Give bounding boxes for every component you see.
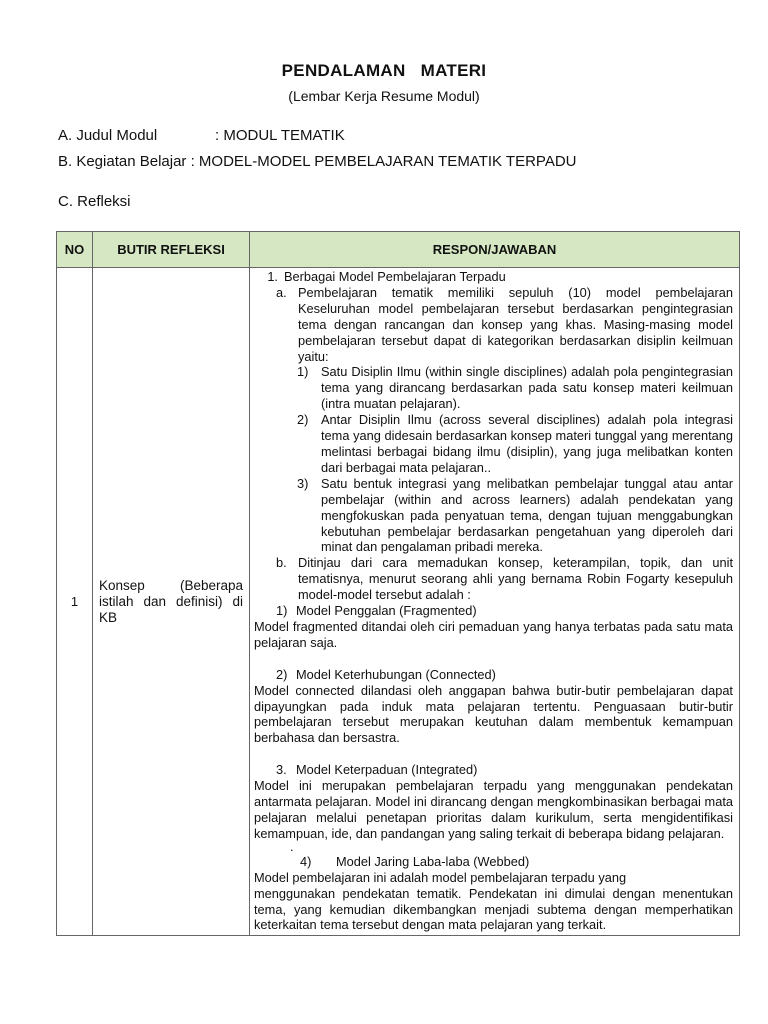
model-description: Model pembelajaran ini adalah model pembelajaran terpadu yang xyxy=(254,869,627,885)
list-item: 3) Satu bentuk integrasi yang melibatkan pembelajar tunggal atau antar pembelajar (within and across learners) adalah pendekatan yang mengfokuskan pada penyatuan tema, dengan tujuan menggabungkan kebutuhan pembelajar berdasarkan pengetahuan yang diperoleh dari minat dan pengalaman pribadi mereka. xyxy=(297,475,733,555)
judul-modul-value: : MODUL TEMATIK xyxy=(215,127,345,144)
list-item: 1) Satu Disiplin Ilmu (within single disciplines) adalah pola pengintegrasian tema yang dirancang berdasarkan pada satu konsep materi keilmuan (intra muatan pelajaran). xyxy=(297,364,733,412)
model-description: Model ini merupakan pembelajaran terpadu yang menggunakan pendekatan antarmata pelajaran. Model ini dirancang dengan mengkombinasikan berbagai mata pelajaran melalui penetapan prioritas dalam kurikulum, serta mengidentifikasi kemampuan, ide, dan pandangan yang saling terkait di beberapa bidang pelajaran. xyxy=(254,778,733,841)
model-title: 3. Model Keterpaduan (Integrated) xyxy=(276,762,478,778)
row-respon-jawaban xyxy=(250,268,740,936)
judul-modul-label: A. Judul Modul xyxy=(58,127,158,144)
header-butir-refleksi: BUTIR REFLEKSI xyxy=(93,232,250,268)
judul-modul-row xyxy=(58,127,345,144)
header-respon-jawaban: RESPON/JAWABAN xyxy=(250,232,740,268)
header-no: NO xyxy=(57,232,93,268)
list-item: 2) Antar Disiplin Ilmu (across several disciplines) adalah pola integrasi tema yang didesain berdasarkan konsep materi tunggal yang merentang melintasi berbagai bidang ilmu (disiplin), yang juga melibatkan konten dari berbagai mata pelajaran.. xyxy=(297,412,733,475)
table-header-row xyxy=(57,232,740,268)
list-item: 1. Berbagai Model Pembelajaran Terpadu xyxy=(267,269,506,284)
model-description: Model connected dilandasi oleh anggapan bahwa butir-butir pembelajaran dapat dipayungkan pada induk mata pelajaran tertentu. Penguasaan butir-butir pembelajaran tersebut merupakan keutuhan dalam membentuk kemampuan berbahasa dan bersastra. xyxy=(254,682,733,746)
row-number: 1 xyxy=(57,268,93,936)
kegiatan-belajar-row xyxy=(58,153,577,170)
page-subtitle: (Lembar Kerja Resume Modul) xyxy=(288,88,480,104)
model-title: 1) Model Penggalan (Fragmented) xyxy=(276,603,477,619)
list-item: a. Pembelajaran tematik memiliki sepuluh (10) model pembelajaran Keseluruhan model pembelajaran tersebut berdasarkan pengintegrasian tema dengan rancangan dan konsep yang khas. Masing-masing model pembelajaran tersebut dapat di kategorikan berdasarkan disiplin keilmuan yaitu: xyxy=(276,284,733,364)
model-title: 4) Model Jaring Laba-laba (Webbed) xyxy=(300,853,530,869)
kegiatan-belajar-label: B. Kegiatan Belajar xyxy=(58,153,187,170)
stray-dot: . xyxy=(290,838,294,854)
refleksi-heading: C. Refleksi xyxy=(58,193,131,210)
list-item: b. Ditinjau dari cara memadukan konsep, keterampilan, topik, dan unit tematisnya, menurut seorang ahli yang bernama Robin Fogarty kesepuluh model-model tersebut adalah : xyxy=(276,555,733,603)
page-title: PENDALAMAN MATERI xyxy=(281,61,487,80)
model-description: Model fragmented ditandai oleh ciri pemaduan yang hanya terbatas pada satu mata pelajaran saja. xyxy=(254,618,733,650)
table-row xyxy=(57,268,740,936)
refleksi-table xyxy=(56,231,740,936)
kegiatan-belajar-value: : MODEL-MODEL PEMBELAJARAN TEMATIK TERPADU xyxy=(186,153,577,170)
row-butir-refleksi: Konsep (Beberapa istilah dan definisi) di KB xyxy=(93,268,250,936)
model-description-continued: menggunakan pendekatan tematik. Pendekatan ini dimulai dengan menentukan tema, yang kemudian dikembangkan menjadi subtema dengan memperhatikan keterkaitan tema tersebut dengan mata pelajaran yang terkait. xyxy=(254,885,733,933)
model-title: 2) Model Keterhubungan (Connected) xyxy=(276,666,496,682)
